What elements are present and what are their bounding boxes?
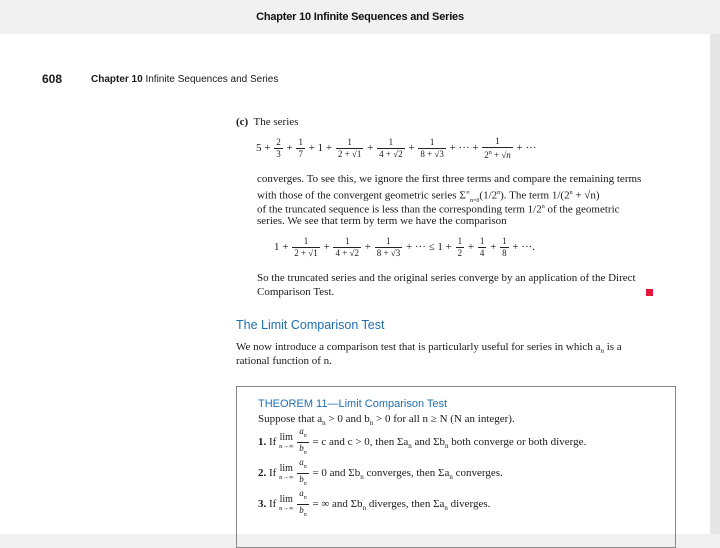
converges-line-3b: of the geometric: [544, 203, 620, 216]
lim-label: lim: [279, 494, 293, 506]
theorem-item-2: 2. If lim n→∞ $\frac{a_n}{b_n}$ = 0 and $\Sigma b_n$ converges, then $\Sigma a_n$ converges.: [258, 457, 503, 490]
running-head-title: Infinite Sequences and Series: [145, 74, 279, 85]
section-heading: The Limit Comparison Test: [236, 318, 385, 332]
theorem-item-2-text-b: converges, then Σa: [363, 466, 450, 479]
theorem-title: THEOREM 11—Limit Comparison Test: [258, 398, 448, 410]
theorem-suppose-b: > 0 and b: [325, 413, 370, 425]
lim-sub: n→∞: [279, 474, 294, 482]
theorem-item-1-if: If: [269, 435, 277, 448]
so-line-2: Comparison Test.: [257, 286, 335, 298]
comparison-inequality: 1 + $\frac{1}{2 + √1}$ + $\frac{1}{4 + √2}$ + $\frac{1}{8 + √3}$ + ··· ≤ 1 + $\frac{1}{2}$ + $\frac{1}{4}$ + $\frac{1}{8}$ + ···.: [274, 236, 536, 258]
lim-label: lim: [279, 432, 293, 444]
theorem-item-1-text-c: both converge or both diverge.: [448, 435, 587, 448]
document-title: Chapter 10 Infinite Sequences and Series: [256, 11, 464, 23]
theorem-item-2-if: If: [269, 466, 277, 479]
theorem-item-2-number: 2.: [258, 466, 267, 479]
section-intro-line-1a: We now introduce a comparison test that is particularly useful for series in which a: [236, 341, 601, 353]
theorem-item-3-number: 3.: [258, 497, 267, 510]
running-head: [91, 74, 278, 85]
section-intro-line-1: We now introduce a comparison test that is particularly useful for series in which $a_n$ is a: [236, 341, 622, 356]
running-head-chapter: Chapter 10: [91, 74, 143, 85]
series-equation: 5 + $\frac{2}{3}$ + $\frac{1}{7}$ + 1 + $\frac{1}{2 + √1}$ + $\frac{1}{4 + √2}$ + $\frac{1}{8 + √3}$ + ··· + $\frac{1}{2^n + √n}$ + ···: [256, 136, 537, 160]
part-c-label: (c): [236, 116, 249, 128]
theorem-suppose-c: > 0 for all n ≥ N (N an integer).: [373, 413, 515, 425]
theorem-item-2-text-a: = 0 and Σb: [312, 466, 361, 479]
theorem-item-3-text-b: diverges, then Σa: [366, 497, 445, 510]
top-bar: [0, 0, 720, 34]
converges-line-2a: with those of the convergent geometric series Σ: [257, 189, 466, 202]
lim-sub: n→∞: [279, 443, 294, 451]
theorem-suppose-a: Suppose that a: [258, 413, 323, 425]
converges-line-2: with those of the convergent geometric series $\Sigma^\infty_{n=0}(1/2^n)$. The term $1/(2^n + √n)$: [257, 189, 600, 204]
theorem-item-1-text-b: and Σb: [411, 435, 446, 448]
section-intro-line-1b: is a: [603, 341, 622, 353]
converges-line-2b: (1/2: [479, 189, 498, 202]
converges-line-3: of the truncated sequence is less than the corresponding term 1/2$^n$ of the geometric: [257, 203, 620, 216]
page-number: 608: [42, 72, 63, 86]
theorem-item-1-limit: [279, 433, 293, 451]
theorem-item-1-text-a: = c and c > 0, then Σa: [312, 435, 409, 448]
theorem-item-3-limit: [279, 495, 293, 513]
lim-sub: n→∞: [279, 505, 294, 513]
theorem-item-3-text-c: diverges.: [447, 497, 491, 510]
lim-label: lim: [279, 463, 293, 475]
theorem-item-2-text-c: converges.: [452, 466, 503, 479]
theorem-item-1-number: 1.: [258, 435, 267, 448]
theorem-item-2-limit: [279, 464, 293, 482]
section-intro-line-2: rational function of n.: [236, 355, 332, 367]
part-c-intro: [236, 115, 298, 129]
converges-line-2c: ). The term 1/(2: [500, 189, 570, 202]
end-of-example-marker: [646, 289, 653, 296]
converges-line-3a: of the truncated sequence is less than the corresponding term 1/2: [257, 203, 542, 216]
scrollbar[interactable]: [710, 34, 720, 534]
so-line-1: So the truncated series and the original series converge by an application of the Direct: [257, 272, 636, 284]
theorem-item-3-text-a: = ∞ and Σb: [312, 497, 363, 510]
theorem-item-1: 1. If lim n→∞ $\frac{a_n}{b_n}$ = c and c > 0, then $\Sigma a_n$ and $\Sigma b_n$ both converge or both diverge.: [258, 426, 586, 459]
theorem-item-3: 3. If lim n→∞ $\frac{a_n}{b_n}$ = ∞ and $\Sigma b_n$ diverges, then $\Sigma a_n$ diverges.: [258, 488, 490, 521]
converges-line-1: converges. To see this, we ignore the first three terms and compare the remaining terms: [257, 173, 642, 185]
converges-line-4: series. We see that term by term we have the comparison: [257, 215, 507, 227]
theorem-suppose: Suppose that $a_n > 0$ and $b_n > 0$ for all n ≥ N (N an integer).: [258, 413, 515, 428]
converges-line-2d: + √n): [572, 189, 600, 202]
part-c-intro-text: The series: [253, 116, 299, 128]
theorem-item-3-if: If: [269, 497, 277, 510]
